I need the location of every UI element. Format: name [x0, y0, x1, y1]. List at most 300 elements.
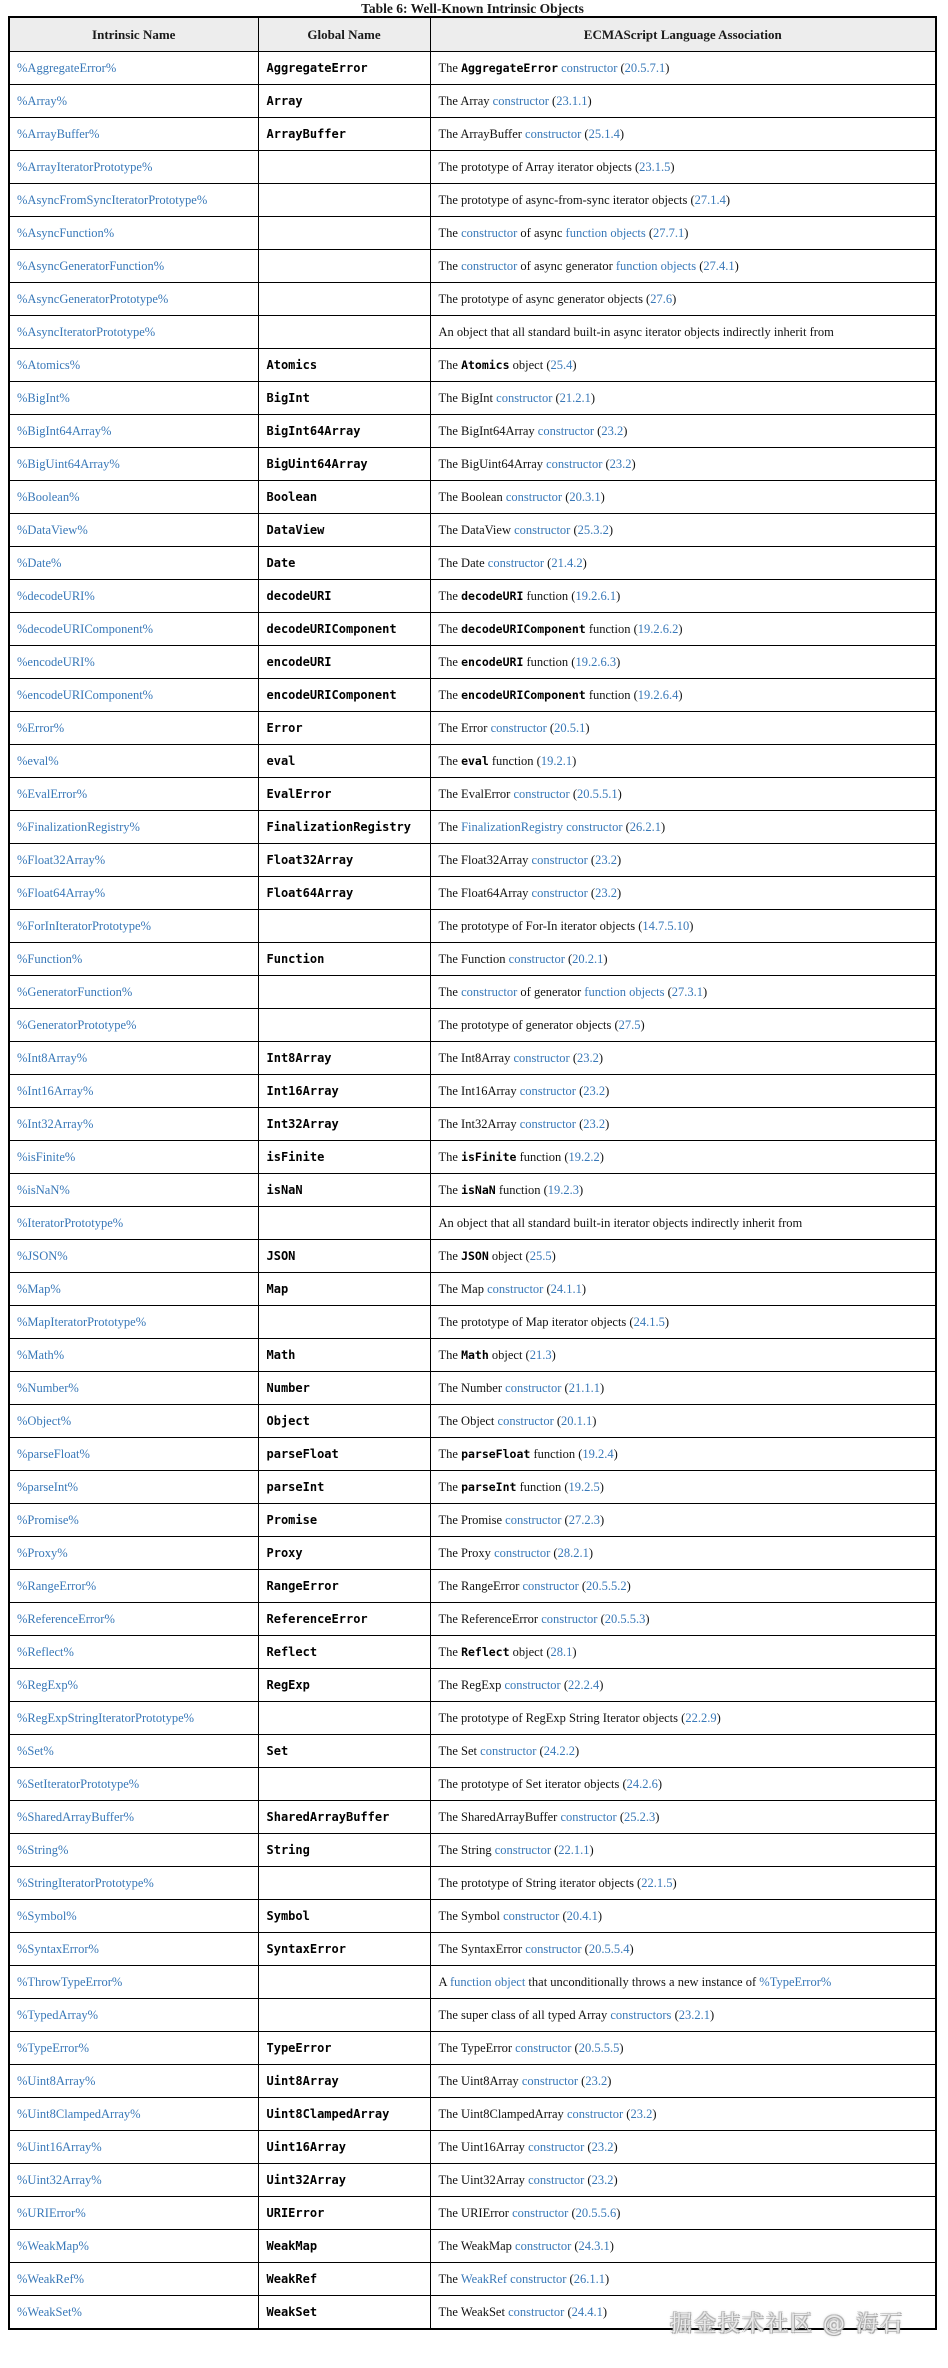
intrinsic-name-link[interactable]: %Map% [17, 1282, 61, 1296]
association-link[interactable]: constructor [508, 2305, 565, 2319]
association-link[interactable]: 23.2.1 [678, 2008, 710, 2022]
association-link[interactable]: constructor [537, 424, 595, 438]
association-link[interactable]: constructor [522, 1579, 579, 1593]
association-link[interactable]: 23.2 [609, 457, 632, 471]
association-text: ( [622, 820, 630, 834]
intrinsic-name-link[interactable]: %JSON% [17, 1249, 68, 1263]
association-text: ( [561, 1513, 569, 1527]
global-name-cell: Int32Array [258, 1108, 430, 1141]
intrinsic-name-link[interactable]: %Error% [17, 721, 65, 735]
association-text: ) [655, 1810, 660, 1824]
association-link[interactable]: 20.5.5.2 [586, 1579, 627, 1593]
association-link[interactable]: 24.1.5 [633, 1315, 665, 1329]
association-link[interactable]: 28.2.1 [557, 1546, 589, 1560]
intrinsic-name-link[interactable]: %Uint8ClampedArray% [17, 2107, 141, 2121]
global-name-cell [258, 1009, 430, 1042]
table-row [9, 1702, 936, 1735]
association-link[interactable]: 23.2 [595, 853, 617, 867]
intrinsic-name-link[interactable]: %EvalError% [17, 787, 88, 801]
association-text: The Array [438, 94, 493, 108]
association-text: A [438, 1975, 450, 1989]
table-row [9, 778, 936, 811]
association-link[interactable]: 23.2 [583, 1084, 606, 1098]
association-text: ( [597, 1612, 605, 1626]
association-link[interactable]: constructor [480, 1744, 537, 1758]
intrinsic-name-link[interactable]: %Int8Array% [17, 1051, 88, 1065]
table-row [9, 877, 936, 910]
global-name-cell: FinalizationRegistry [258, 811, 430, 844]
intrinsic-name-cell [9, 1174, 258, 1207]
intrinsic-name-link[interactable]: %SyntaxError% [17, 1942, 99, 1956]
association-link[interactable]: constructor [514, 523, 571, 537]
intrinsic-name-link[interactable]: %IteratorPrototype% [17, 1216, 124, 1230]
association-link[interactable]: constructor [503, 1909, 560, 1923]
association-text: of generator [517, 985, 585, 999]
intrinsic-name-cell [9, 1768, 258, 1801]
association-link[interactable]: 20.5.5.5 [578, 2041, 620, 2055]
intrinsic-name-link[interactable]: %RangeError% [17, 1579, 97, 1593]
intrinsic-name-link[interactable]: %GeneratorFunction% [17, 985, 133, 999]
association-link[interactable]: function objects [584, 985, 665, 999]
intrinsic-name-link[interactable]: %ArrayIteratorPrototype% [17, 160, 153, 174]
association-link[interactable]: 19.2.3 [547, 1183, 580, 1197]
table-row [9, 514, 936, 547]
association-link[interactable]: constructor [497, 1414, 554, 1428]
language-association-cell [430, 1042, 936, 1075]
association-link[interactable]: 23.2 [585, 2074, 608, 2088]
association-link[interactable]: constructor [521, 2074, 579, 2088]
association-link[interactable]: constructor [492, 94, 549, 108]
table-row [9, 1042, 936, 1075]
association-text: The [438, 1480, 462, 1494]
intrinsic-name-link[interactable]: %Date% [17, 556, 62, 570]
language-association-cell [430, 1405, 936, 1438]
association-link[interactable]: 27.5 [618, 1018, 641, 1032]
association-link[interactable]: 27.4.1 [703, 259, 735, 273]
association-link[interactable]: 24.4.1 [571, 2305, 603, 2319]
association-link[interactable]: 19.2.6.3 [575, 655, 617, 669]
association-link[interactable]: 20.1.1 [561, 1414, 593, 1428]
intrinsic-name-link[interactable]: %Symbol% [17, 1909, 77, 1923]
language-association-cell [430, 1273, 936, 1306]
intrinsic-name-link[interactable]: %decodeURI% [17, 589, 95, 603]
association-text: ( [566, 2272, 574, 2286]
association-link[interactable]: constructor [531, 886, 588, 900]
association-text: function ( [523, 589, 576, 603]
intrinsic-name-link[interactable]: %GeneratorPrototype% [17, 1018, 137, 1032]
association-link[interactable]: constructor [528, 2173, 585, 2187]
language-association-cell [430, 547, 936, 580]
intrinsic-name-link[interactable]: %isFinite% [17, 1150, 76, 1164]
intrinsic-name-link[interactable]: %ReferenceError% [17, 1612, 115, 1626]
association-link[interactable]: 26.2.1 [629, 820, 662, 834]
association-text: function ( [585, 688, 638, 702]
association-link[interactable]: 25.1.4 [588, 127, 620, 141]
association-link[interactable]: constructor [541, 1612, 598, 1626]
association-link[interactable]: function objects [615, 259, 697, 273]
association-link[interactable]: constructor [513, 1051, 570, 1065]
association-link[interactable]: constructor [508, 952, 565, 966]
association-link[interactable]: 27.2.3 [568, 1513, 600, 1527]
association-link[interactable]: constructor [494, 1843, 551, 1857]
global-name-cell: decodeURI [258, 580, 430, 613]
global-name-cell: Float64Array [258, 877, 430, 910]
intrinsic-name-link[interactable]: %AsyncFunction% [17, 226, 115, 240]
association-link[interactable]: 27.3.1 [671, 985, 704, 999]
association-link[interactable]: function objects [565, 226, 646, 240]
association-text: ) [551, 1249, 556, 1263]
association-text: object ( [509, 358, 551, 372]
association-link[interactable]: 25.3.2 [577, 523, 609, 537]
association-link[interactable]: constructor [560, 1810, 617, 1824]
association-text: ) [599, 1381, 605, 1395]
association-text: The URIError [438, 2206, 513, 2220]
association-text: ( [575, 1084, 584, 1098]
association-link[interactable]: 22.2.9 [685, 1711, 717, 1725]
association-text: The TypeError [438, 2041, 516, 2055]
association-link[interactable]: constructor [461, 259, 518, 273]
association-text: The prototype of Array iterator objects ( [438, 160, 640, 174]
association-text: The SharedArrayBuffer [438, 1810, 561, 1824]
association-link[interactable]: 23.2 [577, 1051, 599, 1065]
association-text: ( [564, 952, 573, 966]
col-header-intrinsic-name: Intrinsic Name [9, 17, 258, 52]
intrinsic-name-link[interactable]: %FinalizationRegistry% [17, 820, 140, 834]
global-name-cell: parseInt [258, 1471, 430, 1504]
intrinsic-name-link[interactable]: %WeakSet% [17, 2305, 82, 2319]
association-link[interactable]: 19.2.2 [568, 1150, 600, 1164]
association-text: ( [587, 853, 596, 867]
association-link[interactable]: constructor [505, 1513, 562, 1527]
intrinsic-name-link[interactable]: %Reflect% [17, 1645, 74, 1659]
association-text: The prototype of async-from-sync iterator objects ( [438, 193, 695, 207]
intrinsic-name-link[interactable]: %WeakMap% [17, 2239, 89, 2253]
association-link[interactable]: 23.1.1 [556, 94, 588, 108]
association-link[interactable]: 20.2.1 [572, 952, 604, 966]
table-row [9, 811, 936, 844]
association-link[interactable]: 19.2.6.1 [575, 589, 617, 603]
association-link[interactable]: constructor [461, 985, 518, 999]
intrinsic-name-link[interactable]: %Float32Array% [17, 853, 106, 867]
association-text: The Uint32Array [438, 2173, 529, 2187]
association-code-term: eval [461, 754, 489, 768]
table-row [9, 1339, 936, 1372]
intrinsic-name-link[interactable]: %Set% [17, 1744, 54, 1758]
language-association-cell [430, 481, 936, 514]
intrinsic-name-link[interactable]: %ArrayBuffer% [17, 127, 100, 141]
intrinsic-name-link[interactable]: %encodeURI% [17, 655, 95, 669]
global-name-cell: Math [258, 1339, 430, 1372]
association-link[interactable]: 20.5.5.3 [604, 1612, 646, 1626]
association-link[interactable]: constructor [496, 391, 553, 405]
association-link[interactable]: 21.1.1 [568, 1381, 600, 1395]
association-link[interactable]: constructor [566, 2107, 624, 2121]
association-text: The prototype of generator objects ( [438, 1018, 619, 1032]
intrinsic-name-link[interactable]: %AsyncGeneratorFunction% [17, 259, 165, 273]
intrinsic-name-link[interactable]: %TypedArray% [17, 2008, 99, 2022]
association-link[interactable]: constructor [531, 853, 588, 867]
table-row [9, 1669, 936, 1702]
association-link[interactable]: 20.5.7.1 [624, 61, 666, 75]
association-link[interactable]: 21.4.2 [551, 556, 583, 570]
intrinsic-name-cell [9, 184, 258, 217]
intrinsic-name-link[interactable]: %AsyncFromSyncIteratorPrototype% [17, 193, 208, 207]
language-association-cell [430, 1009, 936, 1042]
association-link[interactable]: 20.4.1 [566, 1909, 598, 1923]
association-link[interactable]: constructor [561, 61, 618, 75]
association-link[interactable]: 19.2.1 [540, 754, 573, 768]
global-name-cell: Proxy [258, 1537, 430, 1570]
association-link[interactable]: 28.1 [550, 1645, 573, 1659]
intrinsic-name-link[interactable]: %RegExp% [17, 1678, 79, 1692]
association-link[interactable]: 25.5 [529, 1249, 552, 1263]
intrinsic-name-link[interactable]: %Int16Array% [17, 1084, 94, 1098]
table-row [9, 1174, 936, 1207]
association-link[interactable]: 21.2.1 [559, 391, 591, 405]
association-link[interactable]: FinalizationRegistry constructor [461, 820, 623, 834]
intrinsic-name-link[interactable]: %AsyncIteratorPrototype% [17, 325, 156, 339]
association-text: ) [734, 259, 739, 273]
association-link[interactable]: function object [449, 1975, 526, 1989]
association-link[interactable]: constructor [546, 457, 603, 471]
language-association-cell [430, 1240, 936, 1273]
association-link[interactable]: constructor [490, 721, 547, 735]
association-text: The RegExp [438, 1678, 505, 1692]
table-row [9, 118, 936, 151]
association-link[interactable]: WeakRef constructor [460, 2272, 567, 2286]
intrinsic-name-link[interactable]: %encodeURIComponent% [17, 688, 154, 702]
intrinsic-name-link[interactable]: %Object% [17, 1414, 72, 1428]
global-name-cell: Atomics [258, 349, 430, 382]
global-name-cell: Int8Array [258, 1042, 430, 1075]
association-text: ) [602, 2305, 608, 2319]
intrinsic-name-link[interactable]: %BigInt64Array% [17, 424, 112, 438]
association-text: The ArrayBuffer [438, 127, 526, 141]
intrinsic-name-cell [9, 2032, 258, 2065]
intrinsic-name-cell [9, 1339, 258, 1372]
intrinsic-name-link[interactable]: %WeakRef% [17, 2272, 85, 2286]
language-association-cell [430, 613, 936, 646]
association-link[interactable]: 24.3.1 [578, 2239, 610, 2253]
association-link[interactable]: constructor [487, 1282, 544, 1296]
intrinsic-name-link[interactable]: %parseFloat% [17, 1447, 90, 1461]
intrinsic-name-link[interactable]: %Proxy% [17, 1546, 68, 1560]
global-name-cell [258, 217, 430, 250]
intrinsic-name-link[interactable]: %Array% [17, 94, 67, 108]
global-name-cell: WeakMap [258, 2230, 430, 2263]
language-association-cell [430, 1900, 936, 1933]
intrinsic-name-link[interactable]: %StringIteratorPrototype% [17, 1876, 154, 1890]
intrinsic-name-link[interactable]: %String% [17, 1843, 69, 1857]
watermark: 掘金技术社区 @ 海石 [670, 2312, 904, 2337]
language-association-cell [430, 2131, 936, 2164]
language-association-cell [430, 415, 936, 448]
association-link[interactable]: 19.2.5 [568, 1480, 600, 1494]
intrinsic-name-link[interactable]: %SetIteratorPrototype% [17, 1777, 140, 1791]
association-link[interactable]: 25.2.3 [623, 1810, 656, 1824]
intrinsic-name-link[interactable]: %Uint8Array% [17, 2074, 96, 2088]
intrinsic-name-cell [9, 1372, 258, 1405]
association-link[interactable]: 20.5.1 [554, 721, 586, 735]
language-association-cell [430, 349, 936, 382]
intrinsic-name-link[interactable]: %RegExpStringIteratorPrototype% [17, 1711, 195, 1725]
language-association-cell [430, 1471, 936, 1504]
association-text: ) [579, 1183, 584, 1197]
association-text: ) [572, 1645, 577, 1659]
intrinsic-name-link[interactable]: %parseInt% [17, 1480, 79, 1494]
association-link[interactable]: constructor [519, 1117, 576, 1131]
global-name-cell: URIError [258, 2197, 430, 2230]
intrinsic-name-link[interactable]: %Atomics% [17, 358, 81, 372]
global-name-cell [258, 1768, 430, 1801]
association-link[interactable]: constructor [525, 1942, 582, 1956]
intrinsic-name-link[interactable]: %Uint16Array% [17, 2140, 102, 2154]
association-link[interactable]: constructor [494, 1546, 551, 1560]
language-association-cell [430, 514, 936, 547]
association-link[interactable]: constructor [487, 556, 545, 570]
language-association-cell [430, 250, 936, 283]
association-text: ( [570, 523, 578, 537]
association-link[interactable]: 23.1.5 [639, 160, 671, 174]
intrinsic-name-link[interactable]: %ThrowTypeError% [17, 1975, 123, 1989]
intrinsic-name-link[interactable]: %AsyncGeneratorPrototype% [17, 292, 169, 306]
association-link[interactable]: constructor [515, 2041, 572, 2055]
association-code-term: AggregateError [461, 61, 558, 75]
table-row [9, 2131, 936, 2164]
association-link[interactable]: constructors [610, 2008, 672, 2022]
intrinsic-name-link[interactable]: %ForInIteratorPrototype% [17, 919, 151, 933]
association-link[interactable]: %TypeError% [759, 1975, 832, 1989]
association-text: The WeakSet [438, 2305, 509, 2319]
intrinsic-name-link[interactable]: %AggregateError% [17, 61, 117, 75]
intrinsic-name-link[interactable]: %Math% [17, 1348, 65, 1362]
association-text: The [438, 985, 462, 999]
association-text: ) [587, 94, 592, 108]
association-text: The WeakMap [438, 2239, 516, 2253]
association-link[interactable]: 23.2 [591, 2140, 614, 2154]
association-link[interactable]: 20.5.5.1 [577, 787, 618, 801]
intrinsic-name-link[interactable]: %isNaN% [17, 1183, 70, 1197]
global-name-cell: BigInt [258, 382, 430, 415]
global-name-cell: WeakSet [258, 2296, 430, 2330]
association-link[interactable]: 23.2 [601, 424, 624, 438]
intrinsic-name-link[interactable]: %Int32Array% [17, 1117, 94, 1131]
association-link[interactable]: 19.2.6.2 [637, 622, 679, 636]
table-row [9, 2296, 936, 2330]
association-text: ( [594, 424, 602, 438]
association-link[interactable]: 20.3.1 [569, 490, 601, 504]
intrinsic-name-link[interactable]: %URIError% [17, 2206, 86, 2220]
table-row [9, 85, 936, 118]
association-link[interactable]: 25.4 [550, 358, 573, 372]
association-text: that unconditionally throws a new instance of [525, 1975, 760, 1989]
intrinsic-name-link[interactable]: %SharedArrayBuffer% [17, 1810, 135, 1824]
intrinsic-name-link[interactable]: %Promise% [17, 1513, 79, 1527]
intrinsic-name-link[interactable]: %eval% [17, 754, 59, 768]
association-link[interactable]: 23.2 [591, 2173, 614, 2187]
association-text: ) [603, 952, 608, 966]
association-link[interactable]: 20.5.5.4 [588, 1942, 630, 1956]
language-association-cell [430, 1075, 936, 1108]
association-link[interactable]: 24.2.6 [626, 1777, 658, 1791]
association-link[interactable]: 24.2.2 [543, 1744, 575, 1758]
association-link[interactable]: constructor [515, 2239, 572, 2253]
language-association-cell [430, 877, 936, 910]
intrinsic-name-link[interactable]: %Boolean% [17, 490, 80, 504]
intrinsic-name-cell [9, 1471, 258, 1504]
global-name-cell [258, 1966, 430, 1999]
intrinsic-name-link[interactable]: %Number% [17, 1381, 79, 1395]
association-link[interactable]: 23.2 [595, 886, 617, 900]
global-name-cell: Function [258, 943, 430, 976]
intrinsic-name-link[interactable]: %BigInt% [17, 391, 70, 405]
association-link[interactable]: 20.5.5.6 [575, 2206, 617, 2220]
association-link[interactable]: 22.1.1 [558, 1843, 590, 1857]
intrinsic-name-link[interactable]: %Function% [17, 952, 83, 966]
intrinsic-name-link[interactable]: %TypeError% [17, 2041, 90, 2055]
association-link[interactable]: 27.6 [650, 292, 673, 306]
association-link[interactable]: 23.2 [630, 2107, 653, 2121]
association-link[interactable]: 26.1.1 [573, 2272, 605, 2286]
intrinsic-name-link[interactable]: %BigUint64Array% [17, 457, 120, 471]
association-link[interactable]: 22.1.5 [641, 1876, 673, 1890]
association-link[interactable]: constructor [461, 226, 518, 240]
association-text: ) [670, 160, 675, 174]
association-link[interactable]: 24.1.1 [550, 1282, 582, 1296]
association-text: ) [588, 1546, 594, 1560]
association-text: ( [553, 1414, 562, 1428]
association-link[interactable]: 22.2.4 [568, 1678, 600, 1692]
association-link[interactable]: constructor [519, 1084, 576, 1098]
association-link[interactable]: 19.2.6.4 [637, 688, 679, 702]
association-link[interactable]: constructor [505, 1381, 562, 1395]
table-caption: Table 6: Well-Known Intrinsic Objects [361, 1, 584, 16]
association-link[interactable]: 27.7.1 [653, 226, 685, 240]
intrinsic-name-link[interactable]: %DataView% [17, 523, 88, 537]
association-link[interactable]: constructor [513, 787, 570, 801]
association-link[interactable]: constructor [505, 490, 563, 504]
intrinsic-name-cell [9, 481, 258, 514]
association-text: The DataView [438, 523, 515, 537]
association-link[interactable]: constructor [504, 1678, 561, 1692]
association-text: ) [599, 1513, 605, 1527]
association-link[interactable]: constructor [528, 2140, 585, 2154]
language-association-cell [430, 1339, 936, 1372]
intrinsic-name-cell [9, 514, 258, 547]
association-text: The ReferenceError [438, 1612, 542, 1626]
association-link[interactable]: constructor [512, 2206, 569, 2220]
association-link[interactable]: 21.3 [529, 1348, 552, 1362]
intrinsic-name-link[interactable]: %Float64Array% [17, 886, 106, 900]
well-known-intrinsics-table [8, 16, 937, 2330]
intrinsic-name-link[interactable]: %Uint32Array% [17, 2173, 102, 2187]
association-text: object ( [488, 1249, 530, 1263]
language-association-cell [430, 1504, 936, 1537]
association-link[interactable]: 27.1.4 [694, 193, 726, 207]
association-link[interactable]: 19.2.4 [582, 1447, 614, 1461]
association-link[interactable]: 23.2 [583, 1117, 606, 1131]
association-text: The Uint8Array [438, 2074, 522, 2088]
association-text: ( [561, 1381, 569, 1395]
association-link[interactable]: 14.7.5.10 [642, 919, 690, 933]
association-text: The [438, 358, 462, 372]
association-link[interactable]: constructor [525, 127, 582, 141]
table-row [9, 52, 936, 85]
language-association-cell [430, 2263, 936, 2296]
association-text: The Object [438, 1414, 498, 1428]
intrinsic-name-link[interactable]: %decodeURIComponent% [17, 622, 154, 636]
intrinsic-name-link[interactable]: %MapIteratorPrototype% [17, 1315, 147, 1329]
